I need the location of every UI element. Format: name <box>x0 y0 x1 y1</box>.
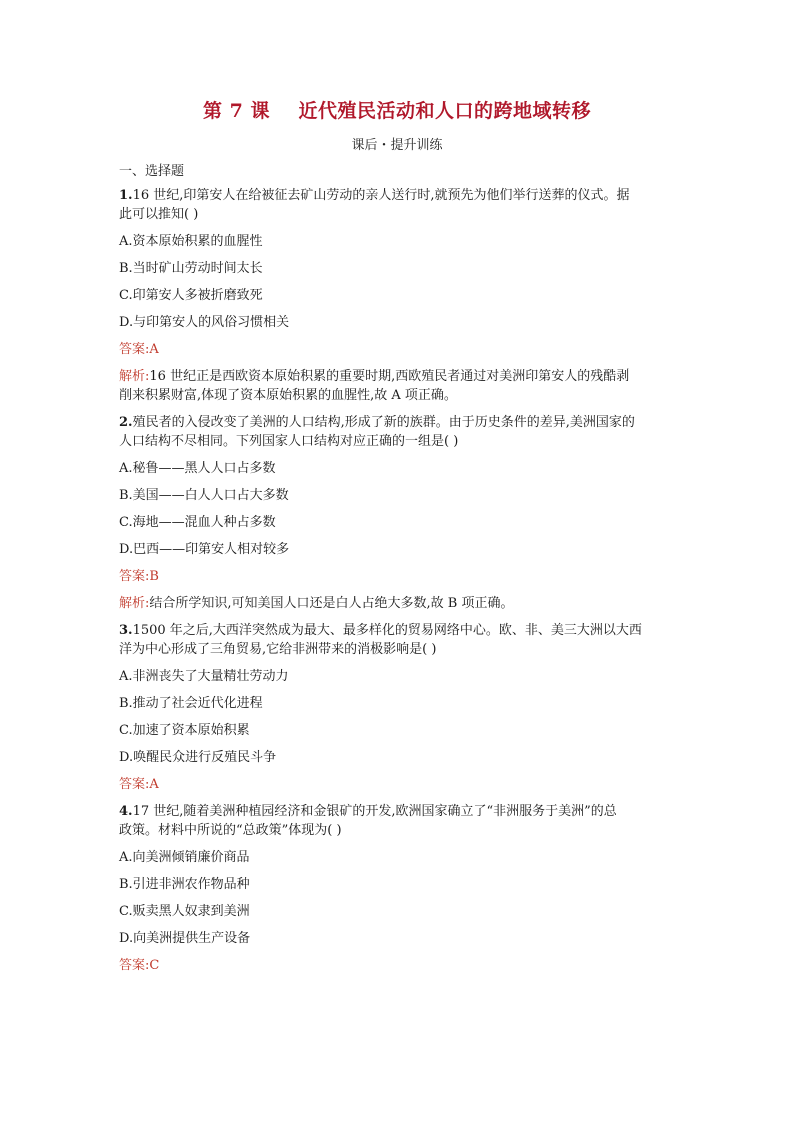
answer-line <box>119 340 675 367</box>
answer-option: A.非洲丧失了大量精壮劳动力 <box>119 669 289 684</box>
question-text-line <box>119 205 675 224</box>
question-text: 殖民者的入侵改变了美洲的人口结构,形成了新的族群。由于历史条件的差异,美洲国家的 <box>132 415 635 430</box>
explanation-text: 16 世纪正是西欧资本原始积累的重要时期,西欧殖民者通过对美洲印第安人的残酷剥 <box>149 369 630 384</box>
answer-label: 答案: <box>119 342 150 357</box>
question-stem <box>119 802 675 840</box>
question-text: 此可以推知( ) <box>119 207 199 222</box>
question-text-line <box>119 621 675 640</box>
question-text-line <box>119 640 675 659</box>
answer-option: A.资本原始积累的血腥性 <box>119 234 263 249</box>
answer-option: B.当时矿山劳动时间太长 <box>119 261 263 276</box>
answer-option: C.贩卖黑人奴隶到美洲 <box>119 904 250 919</box>
answer-option: B.引进非洲农作物品种 <box>119 877 250 892</box>
answer-line <box>119 956 675 983</box>
question-number: 4. <box>119 804 133 819</box>
question-text-line <box>119 413 675 432</box>
question-text-line <box>119 186 675 205</box>
question-stem <box>119 621 675 659</box>
section-heading: 一、选择题 <box>119 164 185 179</box>
question-number: 1. <box>119 188 133 203</box>
answer-value: A <box>149 777 159 792</box>
question-list <box>119 186 675 983</box>
answer-option: D.巴西——印第安人相对较多 <box>119 542 290 557</box>
question-text: 洋为中心形成了三角贸易,它给非洲带来的消极影响是( ) <box>119 642 437 657</box>
question-text: 1500 年之后,大西洋突然成为最大、最多样化的贸易网络中心。欧、非、美三大洲以大西 <box>132 623 642 638</box>
answer-line <box>119 775 675 802</box>
question-text: 政策。材料中所说的“总政策”体现为( ) <box>119 823 342 838</box>
answer-option: B.美国——白人人口占大多数 <box>119 488 289 503</box>
answer-label: 答案: <box>119 958 150 973</box>
question-number: 2. <box>119 415 133 430</box>
answer-option: B.推动了社会近代化进程 <box>119 696 263 711</box>
page-title: 第 7 课 近代殖民活动和人口的跨地域转移 <box>203 100 591 122</box>
explanation-label: 解析: <box>119 369 150 384</box>
answer-option: A.秘鲁——黑人人口占多数 <box>119 461 276 476</box>
explanation <box>119 594 675 613</box>
question-stem <box>119 413 675 451</box>
page-subtitle: 课后・提升训练 <box>351 138 443 153</box>
question-stem <box>119 186 675 224</box>
answer-line <box>119 567 675 594</box>
explanation-text: 结合所学知识,可知美国人口还是白人占绝大多数,故 B 项正确。 <box>149 596 514 611</box>
question-text: 人口结构不尽相同。下列国家人口结构对应正确的一组是( ) <box>119 434 459 449</box>
question-block <box>119 186 675 405</box>
question-block <box>119 413 675 613</box>
answer-value: A <box>149 342 159 357</box>
answer-label: 答案: <box>119 777 150 792</box>
answer-option: C.加速了资本原始积累 <box>119 723 250 738</box>
question-text: 17 世纪,随着美洲种植园经济和金银矿的开发,欧洲国家确立了“非洲服务于美洲”的总 <box>132 804 617 819</box>
question-text-line <box>119 432 675 451</box>
question-block <box>119 802 675 983</box>
answer-value: C <box>149 958 160 973</box>
question-text-line <box>119 821 675 840</box>
answer-option: A.向美洲倾销廉价商品 <box>119 850 250 865</box>
explanation-text: 削来积累财富,体现了资本原始积累的血腥性,故 A 项正确。 <box>119 388 457 403</box>
answer-option: C.海地——混血人种占多数 <box>119 515 276 530</box>
explanation-label: 解析: <box>119 596 150 611</box>
explanation-line <box>119 594 675 613</box>
answer-label: 答案: <box>119 569 150 584</box>
question-block <box>119 621 675 802</box>
answer-option: D.向美洲提供生产设备 <box>119 931 251 946</box>
question-text: 16 世纪,印第安人在给被征去矿山劳动的亲人送行时,就预先为他们举行送葬的仪式。据 <box>132 188 630 203</box>
answer-option: D.唤醒民众进行反殖民斗争 <box>119 750 277 765</box>
question-number: 3. <box>119 623 133 638</box>
explanation <box>119 367 675 405</box>
answer-option: D.与印第安人的风俗习惯相关 <box>119 315 290 330</box>
explanation-line <box>119 386 675 405</box>
answer-option: C.印第安人多被折磨致死 <box>119 288 263 303</box>
answer-value: B <box>149 569 159 584</box>
question-text-line <box>119 802 675 821</box>
explanation-line <box>119 367 675 386</box>
